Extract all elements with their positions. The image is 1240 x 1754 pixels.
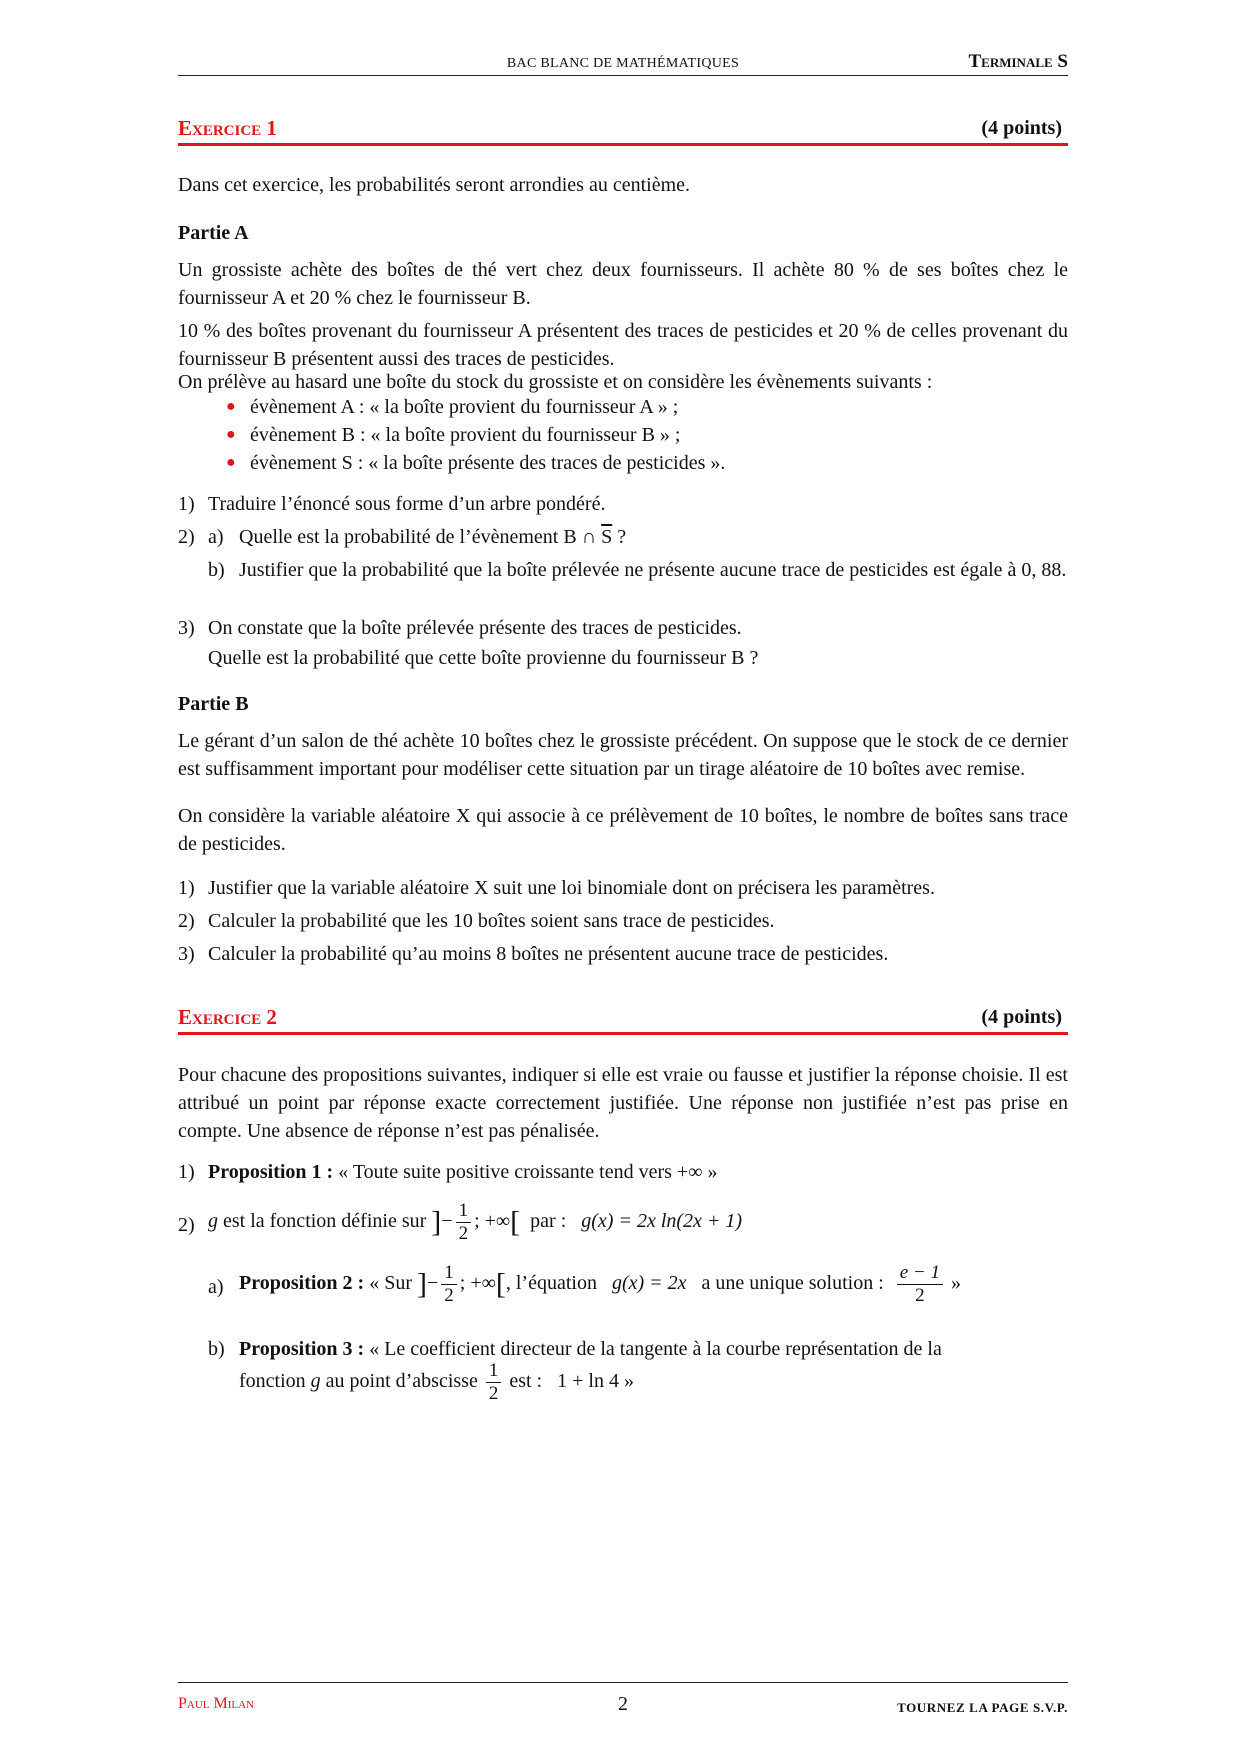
exercise-2-title: Exercice 2 bbox=[178, 1005, 277, 1029]
exercise-2-question-2: 2) g est la fonction définie sur ]− $\frac{1}{2}$ ; +∞[ par : g(x) = 2x ln(2x + 1) bbox=[178, 1200, 743, 1244]
exercise-1-title: Exercice 1 bbox=[178, 116, 277, 140]
exercise-2-question-2a: a) Proposition 2 : « Sur ]− $\frac{1}{2}$ ; +∞[, l’équation g(x) = 2x a une unique solution : $\frac{e - 1}{2}$ » bbox=[208, 1262, 962, 1306]
footer-turn-page: TOURNEZ LA PAGE S.V.P. bbox=[897, 1700, 1068, 1715]
page-header bbox=[178, 48, 1068, 76]
list-item: ● évènement A : « la boîte provient du fournisseur A » ; bbox=[226, 393, 1046, 421]
exercise-2-points: (4 points) bbox=[981, 1006, 1062, 1028]
exercise-2-question-2b-line-2: fonction g au point d’abscisse $\frac{1}{2}$ est : 1 + ln 4 » bbox=[239, 1360, 634, 1404]
part-a-paragraph-3: On prélève au hasard une boîte du stock du grossiste et on considère les évènements suivants : bbox=[178, 371, 933, 393]
exercise-1-points: (4 points) bbox=[981, 117, 1062, 139]
part-b-paragraph-2: On considère la variable aléatoire X qui associe à ce prélèvement de 10 boîtes, le nombre de boîtes sans trace de pesticides. bbox=[178, 805, 1068, 855]
bullet-icon: ● bbox=[226, 454, 236, 471]
part-b-paragraph-1: Le gérant d’un salon de thé achète 10 boîtes chez le grossiste précédent. On suppose que le stock de ce dernier est suffisamment important pour modéliser cette situation par un tirage aléatoire de 10 boîtes avec remise. bbox=[178, 730, 1068, 780]
part-a-paragraph-2: 10 % des boîtes provenant du fournisseur A présentent des traces de pesticides et 20 % de celles provenant du fournisseur B présentent aussi des traces de pesticides. bbox=[178, 320, 1068, 370]
part-a-title: Partie A bbox=[178, 222, 249, 244]
document-page: BAC BLANC DE MATHÉMATIQUES Terminale S Exercice 1 (4 points) Dans cet exercice, les probabilités seront arrondies au centième. Partie A Un grossiste achète des boîtes de thé vert chez deux fournisseurs. Il achète 80 % de ses boîtes chez le fournisseur A et 20 % chez le fournisseur B. 10 % des boîtes provenant du fournisseur A présentent des traces de pesticides et 20 % de celles provenant du fournisseur B présentent aussi des traces de pesticides. On prélève au hasard une boîte du stock du grossiste et on considère les évènements suivants : ● évènement A : « la boîte provient du fournisseur A » ; ● évènement B : « la boîte provient du fournisseur B » ; ● évènement S : « la boîte présente des traces de pesticides ». 1) Traduire l’énoncé sous forme d’un arbre pondéré. 2) a) Quelle est la probabilité de l’évènement B ∩ $\overline{S}$ ? b) Justifier que la probabilité que la boîte prélevée ne présente aucune trace de pesticides est égale à 0, 88. 3) On constate que la boîte prélevée présente des traces de pesticides. Quelle est la probabilité que cette boîte provienne du fournisseur B ? Partie B Le gérant d’un salon de thé achète 10 boîtes chez le grossiste précédent. On suppose que le stock de ce dernier est suffisamment important pour modéliser cette situation par un tirage aléatoire de 10 boîtes avec remise. On considère la variable aléatoire X qui associe à ce prélèvement de 10 boîtes, le nombre de boîtes sans trace de pesticides. 1) Justifier que la variable aléatoire X suit une loi binomiale dont on précisera les paramètres. 2) Calculer la probabilité que les 10 boîtes soient sans trace de pesticides. 3) Calculer la probabilité qu’au moins 8 boîtes ne présentent aucune trace de pesticides. Exercice 2 (4 points) Pour chacune des propositions suivantes, indiquer si elle est vraie ou fausse et justifier la réponse choisie. Il est attribué un point par réponse exacte correctement justifiée. Une réponse non justifiée n’est pas prise en compte. Une absence de réponse n’est pas pénalisée. 1) Proposition 1 : « Toute suite positive croissante tend vers +∞ » 2) g est la fonction définie sur ]− $\frac{1}{2}$ ; +∞[ par : g(x) = 2x ln(2x + 1) a) Proposition 2 : « Sur ]− $\frac{1}{2}$ ; +∞[, l’équation g(x) = 2x a une unique solution : $\frac{e - 1}{2}$ » b) Proposition 3 : « Le coefficient directeur de la tangente à la courbe représentation de la fonction g au point d’abscisse $\frac{1}{2}$ est : 1 + ln 4 » Paul Milan 2 TOURNEZ LA PAGE S.V.P. bbox=[178, 0, 1068, 1754]
header-class: Terminale S bbox=[968, 51, 1068, 72]
bullet-icon: ● bbox=[226, 398, 236, 415]
list-item: ● évènement B : « la boîte provient du fournisseur B » ; bbox=[226, 421, 1046, 449]
part-a-paragraph-1: Un grossiste achète des boîtes de thé vert chez deux fournisseurs. Il achète 80 % de ses boîtes chez le fournisseur A et 20 % chez le fournisseur B. bbox=[178, 259, 1068, 309]
exercise-2-heading bbox=[178, 1003, 1068, 1033]
footer-rule bbox=[178, 1682, 1068, 1683]
footer-author: Paul Milan bbox=[178, 1695, 255, 1712]
list-item: ● évènement S : « la boîte présente des traces de pesticides ». bbox=[226, 449, 1046, 477]
exercise-1-rule bbox=[178, 143, 1068, 146]
event-list bbox=[226, 393, 1046, 477]
half-fraction: $\frac{1}{2}$ bbox=[456, 1200, 472, 1245]
bullet-icon: ● bbox=[226, 426, 236, 443]
header-title: BAC BLANC DE MATHÉMATIQUES bbox=[506, 56, 740, 71]
page-number: 2 bbox=[618, 1693, 628, 1715]
exercise-2-intro: Pour chacune des propositions suivantes, indiquer si elle est vraie ou fausse et justifier la réponse choisie. Il est attribué un point par réponse exacte correctement justifiée. Une réponse non justifiée n’est pas prise en compte. Une absence de réponse n’est pas pénalisée. bbox=[178, 1064, 1068, 1142]
exercise-1-heading bbox=[178, 114, 1068, 144]
exercise-2-rule bbox=[178, 1032, 1068, 1035]
page-footer bbox=[178, 1690, 1068, 1718]
part-b-title: Partie B bbox=[178, 693, 249, 715]
exercise-1-intro: Dans cet exercice, les probabilités seront arrondies au centième. bbox=[178, 174, 691, 196]
header-rule bbox=[178, 75, 1068, 76]
